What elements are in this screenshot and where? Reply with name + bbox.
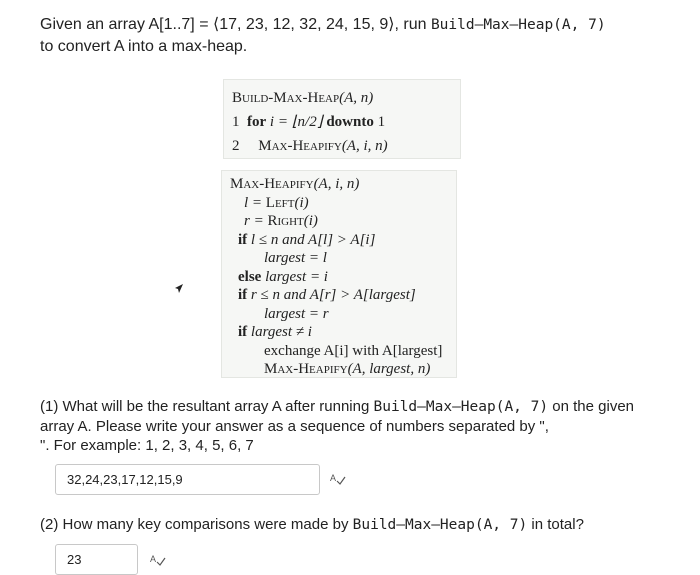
question-prefix: Given an array A[1..7] = ⟨17, 23, 12, 32, 24, 15, 9⟩, run — [40, 16, 431, 33]
build-max-heap-title: Build-Max-Heap(A, n) — [232, 90, 374, 106]
max-heapify-line-10: Max-Heapify(A, largest, n) — [264, 361, 431, 377]
max-heapify-line-8: if largest ≠ i — [238, 324, 312, 340]
build-max-heap-line-1: 1 for i = ⌊n/2⌋ downto 1 — [232, 114, 386, 130]
part2-question: (2) How many key comparisons were made by Build–Max–Heap(A, 7) in total? — [40, 516, 584, 533]
question-suffix: to convert A into a max-heap. — [40, 38, 248, 55]
max-heapify-line-3: if l ≤ n and A[l] > A[i] — [238, 231, 376, 248]
max-heapify-title: Max-Heapify(A, i, n) — [230, 176, 360, 192]
spellcheck-icon[interactable] — [330, 472, 346, 486]
part2-answer-input[interactable]: 23 — [55, 544, 138, 575]
build-max-heap-pseudocode — [223, 79, 461, 159]
mouse-pointer-icon — [174, 283, 184, 295]
max-heapify-line-2: r = Right(i) — [244, 213, 318, 229]
max-heapify-line-7: largest = r — [264, 305, 329, 322]
max-heapify-line-1: l = Left(i) — [244, 194, 309, 211]
max-heapify-line-9: exchange A[i] with A[largest] — [264, 342, 443, 359]
question-code: Build–Max–Heap(A, 7) — [430, 17, 606, 33]
spellcheck-icon[interactable] — [150, 553, 166, 567]
part1-question: (1) What will be the resultant array A after running Build–Max–Heap(A, 7) on the given array A. Please write your answer as a sequence of numbers separated by ", ". For example: 1, 2, 3, 4, 5, 6, 7 — [40, 398, 635, 454]
svg-text:A: A — [330, 473, 337, 483]
part1-answer-input[interactable]: 32,24,23,17,12,15,9 — [55, 464, 320, 495]
max-heapify-line-5: else largest = i — [238, 268, 328, 285]
build-max-heap-line-2: 2 Max-Heapify(A, i, n) — [232, 138, 388, 154]
max-heapify-pseudocode — [221, 170, 457, 378]
max-heapify-line-6: if r ≤ n and A[r] > A[largest] — [238, 287, 416, 303]
max-heapify-line-4: largest = l — [264, 250, 327, 266]
question-intro — [40, 14, 680, 57]
svg-text:A: A — [150, 554, 157, 564]
